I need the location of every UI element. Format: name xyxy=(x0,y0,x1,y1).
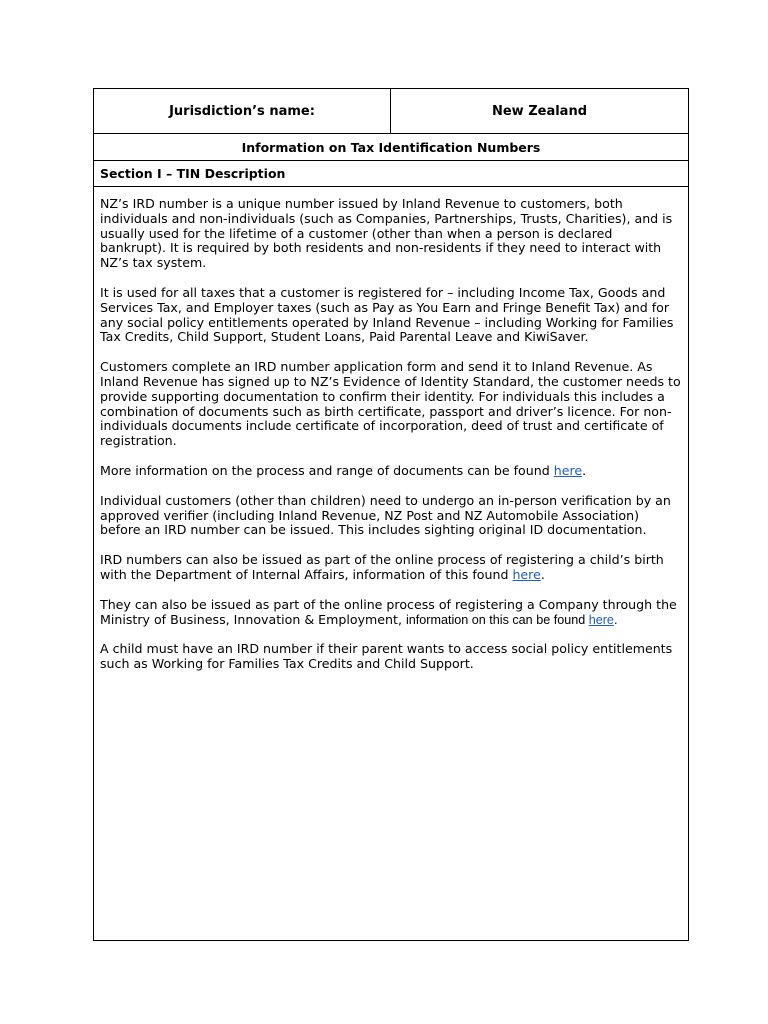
paragraph-4 xyxy=(100,464,682,479)
birth-registration-here-link[interactable]: here xyxy=(512,566,541,582)
paragraph-6-text: IRD numbers can also be issued as part of the online process of registering a child’s birth with the Department of Internal Affairs, information of this found xyxy=(100,552,664,582)
paragraph-4-end: . xyxy=(582,462,587,478)
paragraph-1: NZ’s IRD number is a unique number issued by Inland Revenue to customers, both individuals and non-individuals (such as Companies, Partnerships, Trusts, Charities), and is usually used for the lifetime of a customer (other than when a person is declared bankrupt). It is required by both residents and non-residents if they need to interact with NZ’s tax system. xyxy=(100,196,673,271)
tin-description-body xyxy=(100,187,682,940)
paragraph-2: It is used for all taxes that a customer is registered for – including Income Tax, Goods and Services Tax, and Employer taxes (such as Pay as You Earn and Fringe Benefit Tax) and for any social policy entitlements operated by Inland Revenue – including Working for Families Tax Credits, Child Support, Student Loans, Paid Parental Leave and KiwiSaver. xyxy=(100,284,674,345)
paragraph-4-text: More information on the process and range of documents can be found xyxy=(100,462,554,478)
paragraph-7 xyxy=(100,598,682,628)
paragraph-7-alt-text: information on this can be found xyxy=(405,612,589,627)
paragraph-5: Individual customers (other than children) need to undergo an in-person verification by an approved verifier (including Inland Revenue, NZ Post and NZ Automobile Association) before an IRD number can be issued. This includes sighting original ID documentation. xyxy=(100,492,671,538)
paragraph-8: A child must have an IRD number if their parent wants to access social policy entitlements such as Working for Families Tax Credits and Child Support. xyxy=(100,641,673,672)
paragraph-3: Customers complete an IRD number application form and send it to Inland Revenue. As Inland Revenue has signed up to NZ’s Evidence of Identity Standard, the customer needs to provide supporting documentation to confirm their identity. For individuals this includes a combination of documents such as birth certificate, passport and driver’s licence. For non-individuals documents include certificate of incorporation, deed of trust and certificate of registration. xyxy=(100,359,681,449)
paragraph-6-end: . xyxy=(540,566,545,582)
jurisdiction-value: New Zealand xyxy=(491,103,588,119)
paragraph-6 xyxy=(100,553,682,583)
jurisdiction-label: Jurisdiction’s name: xyxy=(94,89,391,133)
table-subtitle: Information on Tax Identification Numbers xyxy=(94,134,688,161)
paragraph-7-end: . xyxy=(613,612,618,627)
documents-here-link[interactable]: here xyxy=(553,462,583,478)
section-title: Section I – TIN Description xyxy=(94,161,688,187)
company-registration-here-link[interactable]: here xyxy=(588,612,614,627)
tin-info-table xyxy=(93,88,689,941)
paragraph-7-text: They can also be issued as part of the online process of registering a Company through the Ministry of Business, Innovation & Employment, xyxy=(100,596,677,627)
jurisdiction-row xyxy=(94,89,688,134)
